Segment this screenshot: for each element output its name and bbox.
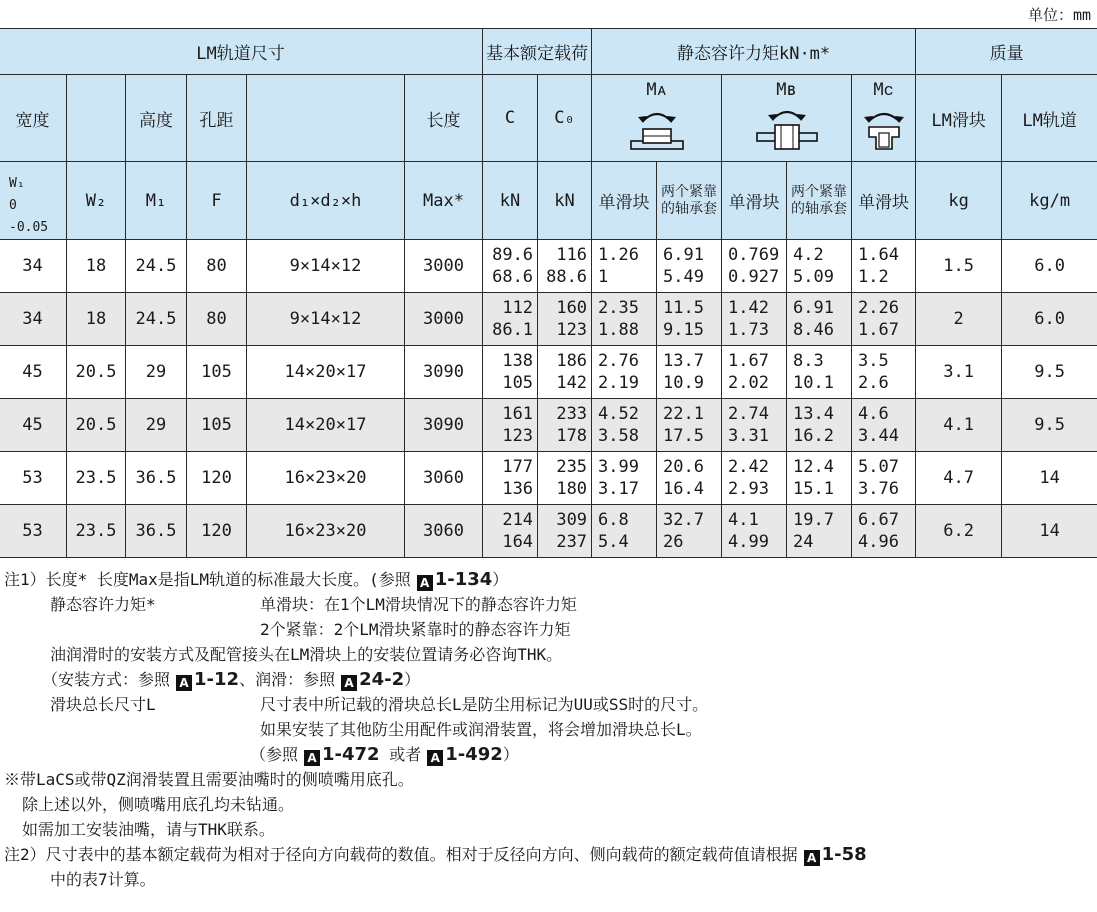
cell-ma2-bottom: 26: [663, 532, 684, 552]
cell-mc-top: 3.5: [858, 351, 889, 371]
cell-mb2-top: 8.3: [793, 351, 824, 371]
cell-ma-double: [657, 240, 722, 293]
cell-mc-bottom: 2.6: [858, 373, 889, 393]
cell-c0: [538, 346, 592, 399]
cell-c-bottom: 86.1: [492, 320, 534, 340]
cell-kg: 4.7: [916, 452, 1002, 505]
cell-ma-double: [657, 293, 722, 346]
cell-w2: 23.5: [67, 505, 126, 558]
ma-label: Mᴀ: [646, 80, 667, 100]
cell-mb2-top: 19.7: [793, 510, 834, 530]
cell-length: 3000: [405, 293, 483, 346]
unit-label: 单位：mm: [1027, 6, 1091, 24]
cell-mc: [852, 240, 916, 293]
cell-ma1-top: 2.76: [598, 351, 639, 371]
cell-c0-bottom: 178: [556, 426, 588, 446]
note-2-label: 静态容许力矩*: [50, 595, 156, 614]
cell-dims: 9×14×12: [247, 293, 405, 346]
cell-mb-single: [722, 399, 787, 452]
w1-tol-upper: 0: [9, 198, 17, 213]
cell-kg: 1.5: [916, 240, 1002, 293]
cell-mb-double: [787, 346, 852, 399]
cell-c-bottom: 68.6: [492, 267, 534, 287]
note-8-text-a: （参照: [250, 745, 299, 764]
cell-f: 80: [187, 240, 247, 293]
note-5: [42, 667, 420, 692]
cell-mb-double: [787, 452, 852, 505]
col-length: 长度: [405, 75, 483, 162]
cell-c-top: 214: [502, 510, 534, 530]
cell-c-bottom: 105: [502, 373, 534, 393]
col-kg: kg: [916, 162, 1002, 240]
cell-mb1-bottom: 1.73: [728, 320, 769, 340]
cell-c0: [538, 240, 592, 293]
col-c0: C₀: [538, 75, 592, 162]
col-f: F: [187, 162, 247, 240]
cell-kgm: 9.5: [1002, 346, 1097, 399]
cell-ma-single: [592, 399, 657, 452]
cell-mc-top: 5.07: [858, 457, 899, 477]
col-dims: d₁×d₂×h: [247, 162, 405, 240]
header-row-1: [0, 29, 1097, 75]
cell-ma1-bottom: 3.17: [598, 479, 639, 499]
cell-ma-single: [592, 505, 657, 558]
cell-w2: 18: [67, 240, 126, 293]
cell-mb2-top: 12.4: [793, 457, 834, 477]
cell-mb-single: [722, 240, 787, 293]
cell-mb2-top: 4.2: [793, 245, 824, 265]
mc-moment-icon: [859, 99, 909, 153]
page-ref-icon: A: [804, 850, 820, 866]
col-mb-double: 两个紧靠的轴承套: [787, 162, 852, 240]
col-m1: M₁: [126, 162, 187, 240]
spec-table: [0, 28, 1097, 558]
cell-mb1-bottom: 4.99: [728, 532, 769, 552]
cell-mb-single: [722, 505, 787, 558]
note-5-ref-2: 24-2: [359, 669, 405, 690]
col-height: 高度: [126, 75, 187, 162]
cell-w1: 45: [0, 399, 67, 452]
table-row: [0, 452, 1097, 505]
group-basic-load-rating: 基本额定载荷: [483, 29, 592, 75]
note-11: 如需加工安装油嘴，请与THK联系。: [22, 820, 275, 839]
cell-m1: 29: [126, 399, 187, 452]
cell-c: [483, 293, 538, 346]
note-7-text: 如果安装了其他防尘用配件或润滑装置，将会增加滑块总长L。: [260, 720, 702, 739]
note-6-label: 滑块总长尺寸L: [50, 695, 156, 714]
cell-mc-bottom: 4.96: [858, 532, 899, 552]
note-3-text: 2个紧靠：2个LM滑块紧靠时的静态容许力矩: [260, 620, 571, 639]
cell-mb2-bottom: 24: [793, 532, 814, 552]
cell-c0-top: 309: [556, 510, 588, 530]
cell-ma1-top: 2.35: [598, 298, 639, 318]
table-row: [0, 240, 1097, 293]
cell-ma-single: [592, 346, 657, 399]
cell-mb2-top: 6.91: [793, 298, 834, 318]
page-ref-icon: A: [417, 575, 433, 591]
cell-mb-single: [722, 452, 787, 505]
col-w2: W₂: [67, 162, 126, 240]
cell-c0-bottom: 88.6: [546, 267, 588, 287]
cell-mc-bottom: 1.2: [858, 267, 889, 287]
w1-tol-lower: -0.05: [9, 220, 49, 235]
page-ref-icon: A: [304, 750, 320, 766]
cell-c0-top: 116: [556, 245, 588, 265]
cell-c0-bottom: 180: [556, 479, 588, 499]
cell-w1: 53: [0, 452, 67, 505]
cell-ma1-bottom: 3.58: [598, 426, 639, 446]
cell-mc: [852, 293, 916, 346]
cell-mc-bottom: 3.44: [858, 426, 899, 446]
cell-dims: 14×20×17: [247, 346, 405, 399]
cell-length: 3090: [405, 346, 483, 399]
cell-m1: 24.5: [126, 240, 187, 293]
group-static-moment: 静态容许力矩kN·m*: [592, 29, 916, 75]
cell-ma-single: [592, 293, 657, 346]
cell-length: 3000: [405, 240, 483, 293]
cell-mb2-bottom: 8.46: [793, 320, 834, 340]
cell-w2: 20.5: [67, 399, 126, 452]
cell-mb-single: [722, 346, 787, 399]
col-ma-single: 单滑块: [592, 162, 657, 240]
cell-kgm: 14: [1002, 505, 1097, 558]
cell-w1: 34: [0, 293, 67, 346]
cell-kg: 6.2: [916, 505, 1002, 558]
note-1-ref: 1-134: [434, 569, 493, 590]
col-kn-c0: kN: [538, 162, 592, 240]
cell-c-top: 161: [502, 404, 534, 424]
cell-c-top: 138: [502, 351, 534, 371]
cell-mb1-top: 1.67: [728, 351, 769, 371]
cell-w1: 45: [0, 346, 67, 399]
cell-ma-single: [592, 240, 657, 293]
cell-mb2-top: 13.4: [793, 404, 834, 424]
col-mass-block: LM滑块: [916, 75, 1002, 162]
col-mass-rail: LM轨道: [1002, 75, 1097, 162]
col-w2-blank: [67, 75, 126, 162]
cell-mc-top: 1.64: [858, 245, 899, 265]
cell-kg: 4.1: [916, 399, 1002, 452]
cell-ma2-bottom: 9.15: [663, 320, 704, 340]
cell-w2: 20.5: [67, 346, 126, 399]
cell-mb1-top: 0.769: [728, 245, 780, 265]
cell-mb2-bottom: 16.2: [793, 426, 834, 446]
cell-c0-bottom: 123: [556, 320, 588, 340]
note-10: 除上述以外，侧喷嘴用底孔均未钻通。: [22, 795, 295, 814]
cell-w1: 53: [0, 505, 67, 558]
cell-ma1-bottom: 1.88: [598, 320, 639, 340]
cell-mb1-top: 4.1: [728, 510, 759, 530]
note-12-ref: 1-58: [821, 844, 867, 865]
cell-mc: [852, 505, 916, 558]
cell-dims: 9×14×12: [247, 240, 405, 293]
cell-m1: 24.5: [126, 293, 187, 346]
cell-ma1-top: 1.26: [598, 245, 639, 265]
cell-ma2-top: 11.5: [663, 298, 704, 318]
group-mass: 质量: [916, 29, 1097, 75]
cell-c-bottom: 136: [502, 479, 534, 499]
cell-mb2-bottom: 15.1: [793, 479, 834, 499]
col-w1: [0, 162, 67, 240]
note-1-end: ）: [492, 570, 509, 589]
cell-ma2-top: 22.1: [663, 404, 704, 424]
cell-mb-double: [787, 240, 852, 293]
note-8: [250, 742, 519, 767]
note-1-text: 注1）长度* 长度Max是指LM轨道的标准最大长度。(参照: [4, 570, 411, 589]
col-ma: [592, 75, 722, 162]
cell-mc: [852, 346, 916, 399]
cell-mb-single: [722, 293, 787, 346]
header-row-3: [0, 162, 1097, 240]
cell-c-bottom: 123: [502, 426, 534, 446]
cell-c: [483, 399, 538, 452]
group-rail-dimensions: LM轨道尺寸: [0, 29, 483, 75]
table-row: [0, 346, 1097, 399]
table-row: [0, 505, 1097, 558]
cell-ma1-bottom: 5.4: [598, 532, 629, 552]
col-pitch: 孔距: [187, 75, 247, 162]
cell-c0-bottom: 142: [556, 373, 588, 393]
cell-mb2-bottom: 5.09: [793, 267, 834, 287]
note-6-text: 尺寸表中所记载的滑块总长L是防尘用标记为UU或SS时的尺寸。: [260, 695, 709, 714]
cell-ma2-top: 13.7: [663, 351, 704, 371]
col-kn-c: kN: [483, 162, 538, 240]
cell-ma-double: [657, 505, 722, 558]
cell-length: 3060: [405, 452, 483, 505]
cell-c0: [538, 293, 592, 346]
cell-m1: 29: [126, 346, 187, 399]
cell-mb1-top: 2.74: [728, 404, 769, 424]
cell-f: 80: [187, 293, 247, 346]
cell-c0: [538, 452, 592, 505]
cell-mb-double: [787, 505, 852, 558]
cell-mc-top: 6.67: [858, 510, 899, 530]
note-4: 油润滑时的安装方式及配管接头在LM滑块上的安装位置请务必咨询THK。: [50, 645, 563, 664]
mb-label: Mʙ: [776, 80, 797, 100]
note-12-text: 注2）尺寸表中的基本额定载荷为相对于径向方向载荷的数值。相对于反径向方向、侧向载荷的额定载荷值请根据: [4, 845, 798, 864]
cell-mb1-bottom: 3.31: [728, 426, 769, 446]
cell-mb2-bottom: 10.1: [793, 373, 834, 393]
cell-c-top: 177: [502, 457, 534, 477]
cell-ma1-top: 3.99: [598, 457, 639, 477]
cell-c0-top: 186: [556, 351, 588, 371]
cell-kgm: 6.0: [1002, 240, 1097, 293]
cell-mb1-bottom: 0.927: [728, 267, 780, 287]
cell-mc-top: 2.26: [858, 298, 899, 318]
cell-mb1-top: 1.42: [728, 298, 769, 318]
mc-label: Mᴄ: [873, 80, 894, 100]
note-13: 中的表7计算。: [50, 870, 156, 889]
col-kgm: kg/m: [1002, 162, 1097, 240]
note-8-ref-2: 1-492: [445, 744, 503, 765]
cell-length: 3060: [405, 505, 483, 558]
cell-c0-top: 160: [556, 298, 588, 318]
cell-f: 120: [187, 452, 247, 505]
note-5-end: ）: [404, 670, 421, 689]
cell-mb1-bottom: 2.93: [728, 479, 769, 499]
cell-c: [483, 346, 538, 399]
cell-m1: 36.5: [126, 505, 187, 558]
col-mb-single: 单滑块: [722, 162, 787, 240]
col-width: 宽度: [0, 75, 67, 162]
cell-ma1-top: 6.8: [598, 510, 629, 530]
note-5-text-b: 、润滑：参照: [239, 670, 336, 689]
cell-ma-double: [657, 346, 722, 399]
note-5-ref-1: 1-12: [194, 669, 240, 690]
cell-ma-double: [657, 399, 722, 452]
cell-mc-bottom: 1.67: [858, 320, 899, 340]
cell-ma2-bottom: 5.49: [663, 267, 704, 287]
cell-mb1-bottom: 2.02: [728, 373, 769, 393]
page-ref-icon: A: [341, 675, 357, 691]
cell-c-bottom: 164: [502, 532, 534, 552]
cell-kgm: 6.0: [1002, 293, 1097, 346]
note-8-end: ）: [502, 745, 519, 764]
note-2-text: 单滑块：在1个LM滑块情况下的静态容许力矩: [260, 595, 577, 614]
cell-c-top: 89.6: [492, 245, 534, 265]
cell-ma2-top: 6.91: [663, 245, 704, 265]
cell-c0-top: 233: [556, 404, 588, 424]
cell-w2: 23.5: [67, 452, 126, 505]
col-max: Max*: [405, 162, 483, 240]
note-5-text-a: （安装方式：参照: [42, 670, 171, 689]
cell-ma2-top: 20.6: [663, 457, 704, 477]
cell-ma-double: [657, 452, 722, 505]
cell-dims: 14×20×17: [247, 399, 405, 452]
cell-ma2-bottom: 10.9: [663, 373, 704, 393]
cell-c-top: 112: [502, 298, 534, 318]
cell-m1: 36.5: [126, 452, 187, 505]
cell-f: 120: [187, 505, 247, 558]
cell-f: 105: [187, 399, 247, 452]
note-8-ref-1: 1-472: [322, 744, 380, 765]
cell-w2: 18: [67, 293, 126, 346]
cell-kg: 3.1: [916, 346, 1002, 399]
cell-ma-single: [592, 452, 657, 505]
cell-dims: 16×23×20: [247, 452, 405, 505]
header-row-2: [0, 75, 1097, 162]
cell-mb-double: [787, 399, 852, 452]
cell-c0: [538, 505, 592, 558]
cell-mc-bottom: 3.76: [858, 479, 899, 499]
col-c: C: [483, 75, 538, 162]
note-1: [4, 567, 508, 592]
cell-ma2-bottom: 17.5: [663, 426, 704, 446]
table-row: [0, 293, 1097, 346]
cell-c: [483, 505, 538, 558]
cell-w1: 34: [0, 240, 67, 293]
cell-mc: [852, 399, 916, 452]
page-ref-icon: A: [176, 675, 192, 691]
cell-c: [483, 452, 538, 505]
cell-ma1-top: 4.52: [598, 404, 639, 424]
cell-c0-top: 235: [556, 457, 588, 477]
cell-c: [483, 240, 538, 293]
note-8-text-b: 或者: [389, 745, 422, 764]
cell-c0-bottom: 237: [556, 532, 588, 552]
col-ma-double: 两个紧靠的轴承套: [657, 162, 722, 240]
cell-f: 105: [187, 346, 247, 399]
ma-moment-icon: [621, 99, 693, 153]
cell-mb-double: [787, 293, 852, 346]
cell-mc-top: 4.6: [858, 404, 889, 424]
cell-kg: 2: [916, 293, 1002, 346]
page-ref-icon: A: [427, 750, 443, 766]
cell-kgm: 9.5: [1002, 399, 1097, 452]
cell-ma1-bottom: 2.19: [598, 373, 639, 393]
col-mc-single: 单滑块: [852, 162, 916, 240]
cell-ma1-bottom: 1: [598, 267, 609, 287]
col-mc: [852, 75, 916, 162]
cell-c0: [538, 399, 592, 452]
table-body: [0, 240, 1097, 558]
note-12: [4, 842, 867, 867]
cell-mc: [852, 452, 916, 505]
mb-moment-icon: [751, 99, 823, 153]
cell-length: 3090: [405, 399, 483, 452]
cell-ma2-bottom: 16.4: [663, 479, 704, 499]
col-mb: [722, 75, 852, 162]
col-dims-blank: [247, 75, 405, 162]
cell-kgm: 14: [1002, 452, 1097, 505]
cell-mb1-top: 2.42: [728, 457, 769, 477]
note-9: ※带LaCS或带QZ润滑装置且需要油嘴时的侧喷嘴用底孔。: [4, 770, 414, 789]
cell-dims: 16×23×20: [247, 505, 405, 558]
w1-label: W₁: [9, 176, 25, 191]
table-row: [0, 399, 1097, 452]
cell-ma2-top: 32.7: [663, 510, 704, 530]
